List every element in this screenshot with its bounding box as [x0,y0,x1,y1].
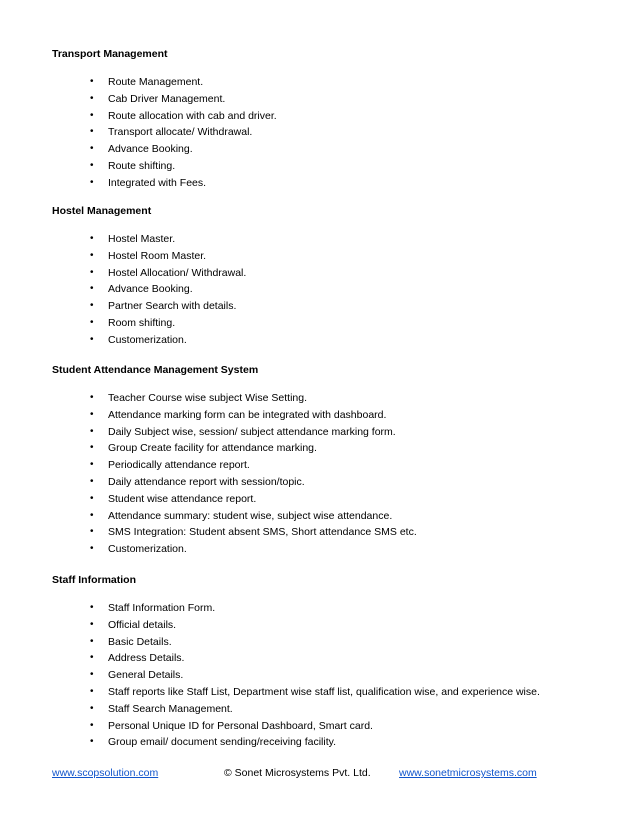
list-item-text: Personal Unique ID for Personal Dashboard, Smart card. [108,719,373,732]
list-item-text: Cab Driver Management. [108,92,226,105]
list-item-text: Group email/ document sending/receiving facility. [108,736,337,749]
list-item [52,684,612,701]
list-item-text: Room shifting. [108,316,176,329]
bullet-icon: • [90,652,94,664]
list-item [52,667,612,684]
list-item-text: Teacher Course wise subject Wise Setting. [108,392,308,404]
list-item-text: Student wise attendance report. [108,492,257,505]
list-item [52,231,612,248]
list-item-text: Advance Booking. [108,143,193,156]
section-heading: Transport Management [52,48,168,60]
list-item [52,141,612,158]
list-item [52,508,612,525]
bullet-icon: • [90,283,94,295]
bullet-icon: • [90,392,94,403]
bullet-list [52,74,612,192]
section-heading: Staff Information [52,574,136,586]
list-item-text: Attendance summary: student wise, subject wise attendance. [108,509,393,522]
bullet-icon: • [90,316,94,328]
list-item [52,634,612,651]
bullet-icon: • [90,425,94,437]
list-item [52,124,612,141]
list-item [52,474,612,491]
list-item-text: Daily attendance report with session/topic. [108,475,305,488]
list-item-text: Advance Booking. [108,283,193,296]
bullet-icon: • [90,143,94,155]
list-item-text: Hostel Allocation/ Withdrawal. [108,266,247,279]
bullet-icon: • [90,266,94,278]
list-item-text: Daily Subject wise, session/ subject attendance marking form. [108,425,396,438]
list-item [52,74,612,91]
list-item [52,332,612,349]
bullet-icon: • [90,702,94,714]
list-item-text: Hostel Master. [108,233,176,245]
section-hostel-management [52,204,612,349]
section-heading: Hostel Management [52,205,152,217]
bullet-icon: • [90,719,94,731]
list-item [52,617,612,634]
list-item-text: General Details. [108,669,184,682]
list-item-text: Integrated with Fees. [108,176,207,189]
bullet-icon: • [90,126,94,138]
copyright-text: © Sonet Microsystems Pvt. Ltd. [224,767,371,779]
bullet-icon: • [90,408,94,420]
list-item [52,281,612,298]
list-item-text: Basic Details. [108,635,172,648]
sonetmicrosystems-link[interactable]: www.sonetmicrosystems.com [399,767,537,779]
scopsolution-link[interactable]: www.scopsolution.com [52,767,159,779]
bullet-icon: • [90,159,94,171]
list-item [52,650,612,667]
list-item-text: Group Create facility for attendance marking. [108,442,317,455]
bullet-icon: • [90,249,94,261]
list-item-text: Transport allocate/ Withdrawal. [108,126,253,139]
list-item-text: Staff Search Management. [108,702,233,715]
list-item [52,407,612,424]
list-item-text: Route shifting. [108,159,176,172]
bullet-icon: • [90,176,94,188]
list-item [52,440,612,457]
list-item [52,91,612,108]
list-item-text: Customerization. [108,333,187,346]
list-item-text: Staff Information Form. [108,602,216,614]
bullet-icon: • [90,602,94,613]
list-item [52,457,612,474]
bullet-list [52,600,612,751]
bullet-icon: • [90,92,94,104]
bullet-list [52,390,612,558]
list-item [52,248,612,265]
bullet-icon: • [90,509,94,521]
bullet-icon: • [90,526,94,538]
bullet-icon: • [90,333,94,345]
bullet-icon: • [90,300,94,312]
section-transport-management [52,47,612,192]
list-item-text: Route Management. [108,76,204,88]
list-item-text: Official details. [108,618,177,631]
list-item [52,541,612,558]
list-item [52,524,612,541]
bullet-icon: • [90,459,94,471]
list-item [52,390,612,407]
bullet-icon: • [90,233,94,244]
section-heading: Student Attendance Management System [52,364,259,376]
list-item-text: Address Details. [108,652,185,665]
list-item-text: Staff reports like Staff List, Department wise staff list, qualification wise, and experience wise. [108,685,540,698]
bullet-icon: • [90,618,94,630]
list-item [52,315,612,332]
list-item-text: Hostel Room Master. [108,249,207,262]
bullet-list [52,231,612,349]
bullet-icon: • [90,543,94,555]
list-item [52,734,612,751]
list-item [52,424,612,441]
bullet-icon: • [90,475,94,487]
bullet-icon: • [90,442,94,454]
list-item-text: Partner Search with details. [108,300,237,313]
list-item-text: Route allocation with cab and driver. [108,109,277,122]
bullet-icon: • [90,76,94,87]
list-item-text: Customerization. [108,543,187,556]
list-item [52,701,612,718]
section-staff-information [52,573,612,751]
bullet-icon: • [90,635,94,647]
section-student-attendance [52,363,612,558]
bullet-icon: • [90,685,94,697]
list-item [52,265,612,282]
list-item [52,298,612,315]
bullet-icon: • [90,736,94,748]
list-item [52,108,612,125]
bullet-icon: • [90,669,94,681]
list-item [52,175,612,192]
bullet-icon: • [90,492,94,504]
list-item-text: Periodically attendance report. [108,459,250,472]
bullet-icon: • [90,109,94,121]
page-footer [52,766,542,780]
list-item [52,600,612,617]
list-item [52,158,612,175]
list-item-text: SMS Integration: Student absent SMS, Short attendance SMS etc. [108,526,417,539]
list-item [52,718,612,735]
list-item-text: Attendance marking form can be integrated with dashboard. [108,408,387,421]
list-item [52,491,612,508]
